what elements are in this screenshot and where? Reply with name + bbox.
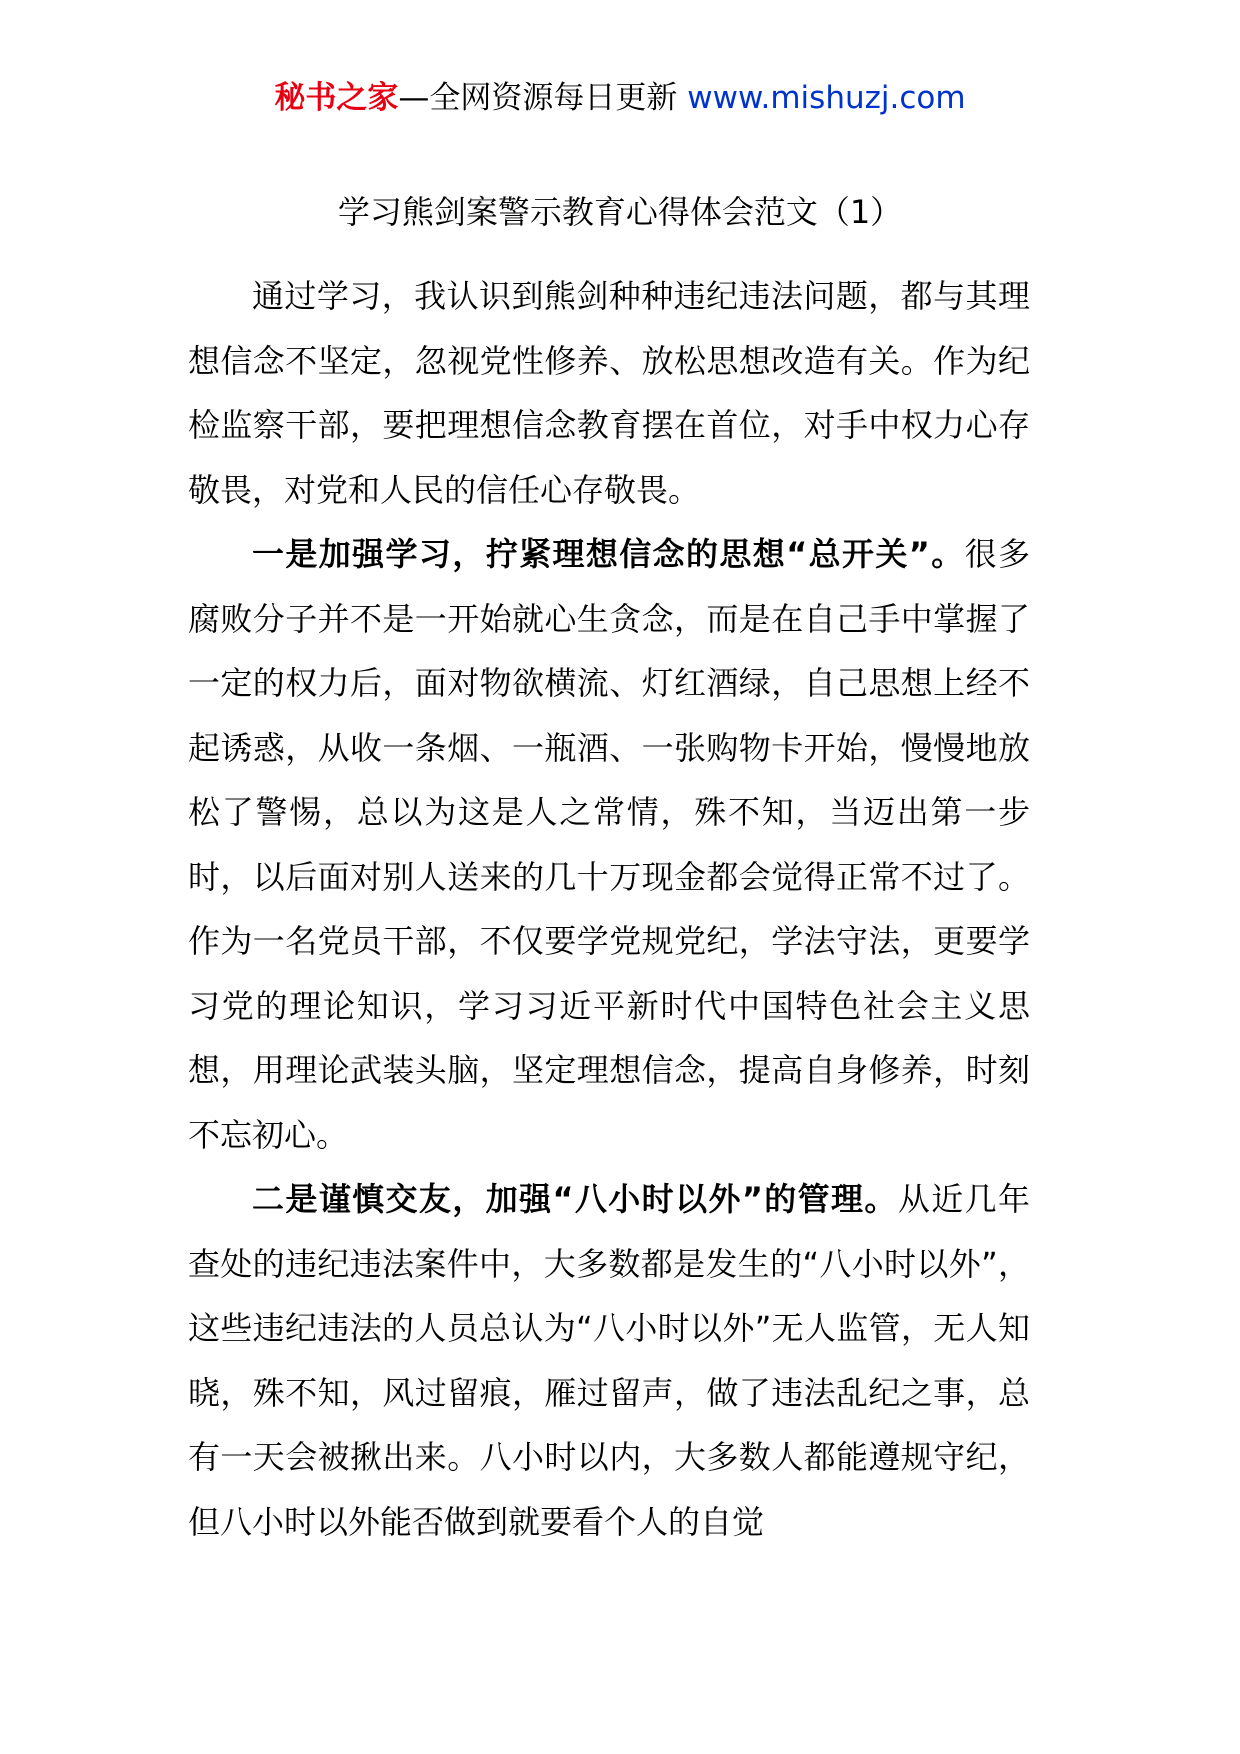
site-header — [0, 78, 1240, 118]
paragraph-point-one — [188, 522, 1030, 1167]
paragraph-text: 很多腐败分子并不是一开始就心生贪念，而是在自己手中掌握了一定的权力后，面对物欲横流、灯红酒绿，自己思想上经不起诱惑，从收一条烟、一瓶酒、一张购物卡开始，慢慢地放松了警惕，总以为这是人之常情，殊不知，当迈出第一步时，以后面对别人送来的几十万现金都会觉得正常不过了。作为一名党员干部，不仅要学党规党纪，学法守法，更要学习党的理论知识，学习习近平新时代中国特色社会主义思想，用理论武装头脑，坚定理想信念，提高自身修养，时刻不忘初心。 — [188, 535, 1030, 1154]
document-body — [188, 264, 1030, 1554]
site-brand: 秘书之家 — [274, 80, 399, 116]
paragraph-text: 通过学习，我认识到熊剑种种违纪违法问题，都与其理想信念不坚定，忽视党性修养、放松思想改造有关。作为纪检监察干部，要把理想信念教育摆在首位，对手中权力心存敬畏，对党和人民的信任心存敬畏。 — [188, 277, 1030, 509]
paragraph-point-two — [188, 1167, 1030, 1554]
site-tagline: —全网资源每日更新 — [398, 80, 678, 116]
paragraph-lead-heading: 一是加强学习，拧紧理想信念的思想“总开关”。 — [252, 535, 965, 573]
paragraph-text: 从近几年查处的违纪违法案件中，大多数都是发生的“八小时以外”，这些违纪违法的人员总认为“八小时以外”无人监管，无人知晓，殊不知，风过留痕，雁过留声，做了违法乱纪之事，总有一天会被揪出来。八小时以内，大多数人都能遵规守纪，但八小时以外能否做到就要看个人的自觉 — [188, 1180, 1030, 1541]
paragraph-lead-heading: 二是谨慎交友，加强“八小时以外”的管理。 — [252, 1180, 898, 1218]
site-url-link[interactable]: www.mishuzj.com — [687, 80, 966, 116]
document-title: 学习熊剑案警示教育心得体会范文（1） — [337, 193, 903, 231]
paragraph-intro — [188, 264, 1030, 522]
